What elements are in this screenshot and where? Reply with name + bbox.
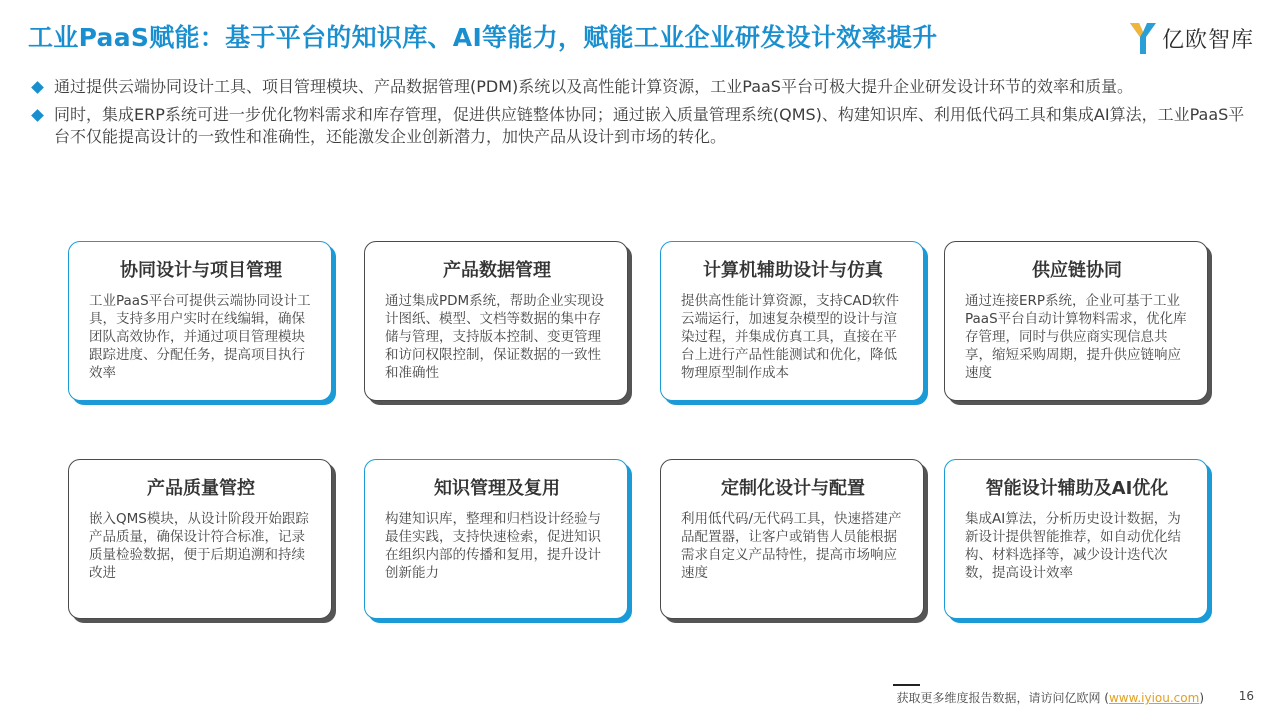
card-title: 产品数据管理 [443,260,551,281]
card-custom-design [660,459,924,619]
card-body: 集成AI算法，分析历史设计数据，为新设计提供智能推荐，如自动优化结构、材料选择等，减少设计迭代次数，提高设计效率 [965,511,1181,581]
card-title: 协同设计与项目管理 [120,260,282,281]
bullet-text: 同时，集成ERP系统可进一步优化物料需求和库存管理，促进供应链整体协同；通过嵌入质量管理系统(QMS)、构建知识库、利用低代码工具和集成AI算法，工业PaaS平台不仅能提高设计的一致性和准确性，还能激发企业创新潜力，加快产品从设计到市场的转化。 [54,105,1245,146]
card-supply-chain [944,241,1208,401]
card-knowledge-management [364,459,628,619]
diamond-bullet-icon [31,109,44,122]
footer-divider [893,684,920,686]
card-body: 通过集成PDM系统，帮助企业实现设计图纸、模型、文档等数据的集中存储与管理，支持版本控制、变更管理和访问权限控制，保证数据的一致性和准确性 [385,293,605,381]
card-body: 通过连接ERP系统，企业可基于工业PaaS平台自动计算物料需求，优化库存管理，同时与供应商实现信息共享，缩短采购周期，提升供应链响应速度 [965,293,1187,381]
yiou-logo-icon [1128,20,1158,56]
bullet-item [30,104,1252,148]
footer [896,689,1204,706]
page-title: 工业PaaS赋能：基于平台的知识库、AI等能力，赋能工业企业研发设计效率提升 [28,23,938,52]
card-title: 智能设计辅助及AI优化 [985,478,1169,499]
card-body: 构建知识库，整理和归档设计经验与最佳实践，支持快速检索，促进知识在组织内部的传播和复用，提升设计创新能力 [385,511,601,581]
logo [1128,18,1254,58]
card-body: 嵌入QMS模块，从设计阶段开始跟踪产品质量，确保设计符合标准，记录质量检验数据，便于后期追溯和持续改进 [89,511,309,581]
card-body: 工业PaaS平台可提供云端协同设计工具，支持多用户实时在线编辑，确保团队高效协作，并通过项目管理模块跟踪进度、分配任务，提高项目执行效率 [89,293,311,381]
card-ai-design [944,459,1208,619]
card-body: 利用低代码/无代码工具，快速搭建产品配置器，让客户或销售人员能根据需求自定义产品特性，提高市场响应速度 [681,511,902,581]
footer-close: ) [1199,691,1204,705]
bullet-text: 通过提供云端协同设计工具、项目管理模块、产品数据管理(PDM)系统以及高性能计算资源，工业PaaS平台可极大提升企业研发设计环节的效率和质量。 [54,77,1133,96]
card-body: 提供高性能计算资源，支持CAD软件云端运行，加速复杂模型的设计与渲染过程，并集成仿真工具，直接在平台上进行产品性能测试和优化，降低物理原型制作成本 [681,293,900,381]
card-title: 知识管理及复用 [434,478,560,499]
bullet-item [30,76,1252,98]
card-title: 供应链协同 [1032,260,1122,281]
card-title: 产品质量管控 [147,478,255,499]
card-collaborative-design [68,241,332,401]
card-title: 定制化设计与配置 [721,478,865,499]
bullet-list [30,76,1252,154]
card-title: 计算机辅助设计与仿真 [703,260,883,281]
page-number: 16 [1238,689,1254,703]
footer-text: 获取更多维度报告数据，请访问亿欧网 ( [896,691,1109,705]
logo-text: 亿欧智库 [1161,27,1254,53]
card-product-data [364,241,628,401]
diamond-bullet-icon [31,81,44,94]
footer-link[interactable]: www.iyiou.com [1108,691,1200,705]
card-cad-simulation [660,241,924,401]
card-quality-control [68,459,332,619]
